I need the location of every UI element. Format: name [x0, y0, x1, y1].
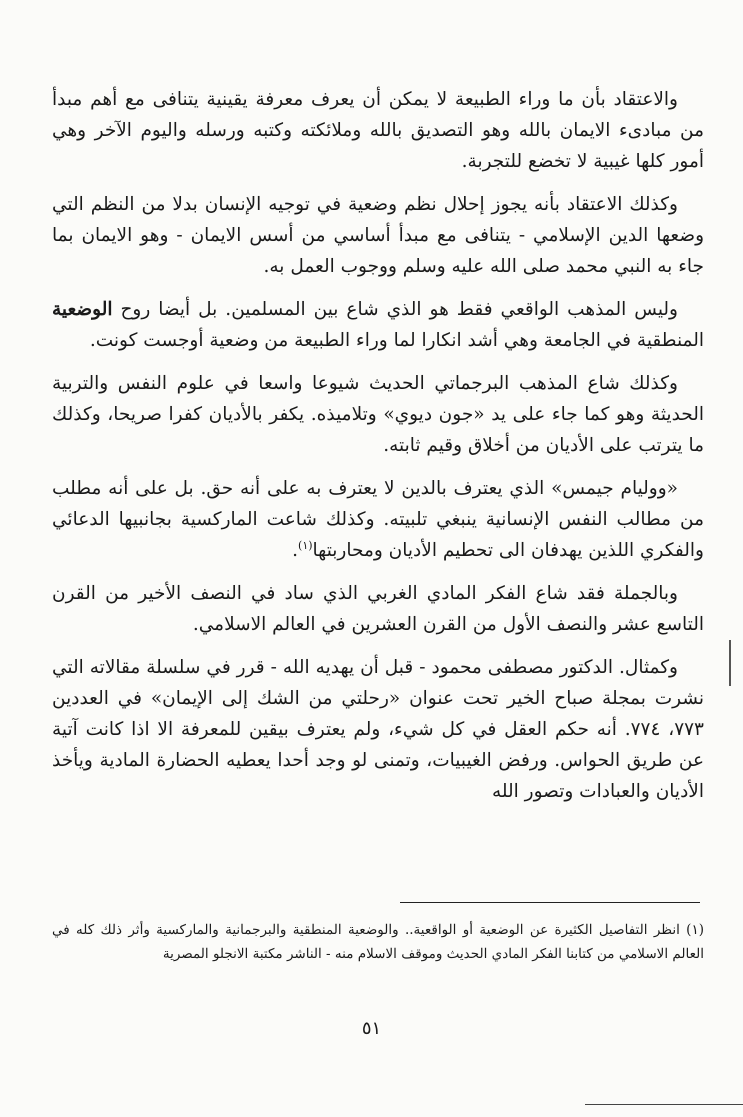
footnote: (١) انظر التفاصيل الكثيرة عن الوضعية أو الواقعية.. والوضعية المنطقية والبرجمانية والماركسية وأثر ذلك كله في العالم الاسلامي من كتابنا الفكر المادي الحديث وموقف الاسلام منه - الناشر مكتبة الانجلو المصرية	[52, 922, 704, 962]
paragraph: وكذلك الاعتقاد بأنه يجوز إحلال نظم وضعية في توجيه الإنسان بدلا من النظم التي وضعها الدين الإسلامي - يتنافى مع مبدأ أساسي من أسس الايمان - وهو الايمان بما جاء به النبي محمد صلى الله عليه وسلم ووجوب العمل به.	[52, 194, 704, 277]
scan-edge-mark	[729, 640, 731, 686]
paragraph: والاعتقاد بأن ما وراء الطبيعة لا يمكن أن يعرف معرفة يقينية يتنافى مع أهم مبدأ من مبادىء الايمان بالله وهو التصديق بالله وملائكته وكتبه ورسله واليوم الآخر وهي أمور كلها غيبية لا تخضع للتجربة.	[52, 89, 704, 172]
footnotes	[52, 918, 704, 966]
paragraph	[52, 473, 704, 566]
scan-bottom-line	[585, 1104, 743, 1105]
paragraph-text: «ووليام جيمس» الذي يعترف بالدين لا يعترف به على أنه حق. بل على أنه مطلب من مطالب النفس الإنسانية ينبغي تلبيته. وكذلك شاعت الماركسية بجانبيها الدعائي والفكري اللذين يهدفان الى تحطيم الأديان ومحاربتها	[52, 478, 704, 561]
paragraph: وكذلك شاع المذهب البرجماتي الحديث شيوعا واسعا في علوم النفس والتربية الحديثة وهو كما جاء على يد «جون ديوي» وتلاميذه. يكفر بالأديان كفرا صريحا، وكذلك ما يترتب على الأديان من أخلاق وقيم ثابته.	[52, 373, 704, 456]
body-text	[52, 84, 704, 819]
bold-term: الوضعية	[52, 299, 113, 320]
page-number: ٥١	[361, 1018, 382, 1039]
footnote-separator	[400, 902, 700, 903]
paragraph-text: وليس المذهب الواقعي فقط هو الذي شاع بين المسلمين. بل أيضا روح	[112, 299, 678, 320]
paragraph: وبالجملة فقد شاع الفكر المادي الغربي الذي ساد في النصف الأخير من القرن التاسع عشر والنصف الأول من القرن العشرين في العالم الاسلامي.	[52, 583, 704, 635]
paragraph: وكمثال. الدكتور مصطفى محمود - قبل أن يهديه الله - قرر في سلسلة مقالاته التي نشرت بمجلة صباح الخير تحت عنوان «رحلتي من الشك إلى الإيمان» في العددين ٧٧٣، ٧٧٤. أنه حكم العقل في كل شيء، ولم يعترف بيقين للمعرفة الا اذا كانت آتية عن طريق الحواس. ورفض الغيبيات، وتمنى لو وجد أحدا يعطيه الحضارة المادية ويأخذ الأديان والعبادات وتصور الله	[52, 657, 704, 802]
paragraph	[52, 294, 704, 356]
paragraph-text: المنطقية في الجامعة وهي أشد انكارا لما وراء الطبيعة من وضعية أوجست كونت.	[89, 330, 704, 351]
footnote-reference: (١)	[298, 538, 313, 552]
paragraph-text: .	[292, 540, 299, 561]
